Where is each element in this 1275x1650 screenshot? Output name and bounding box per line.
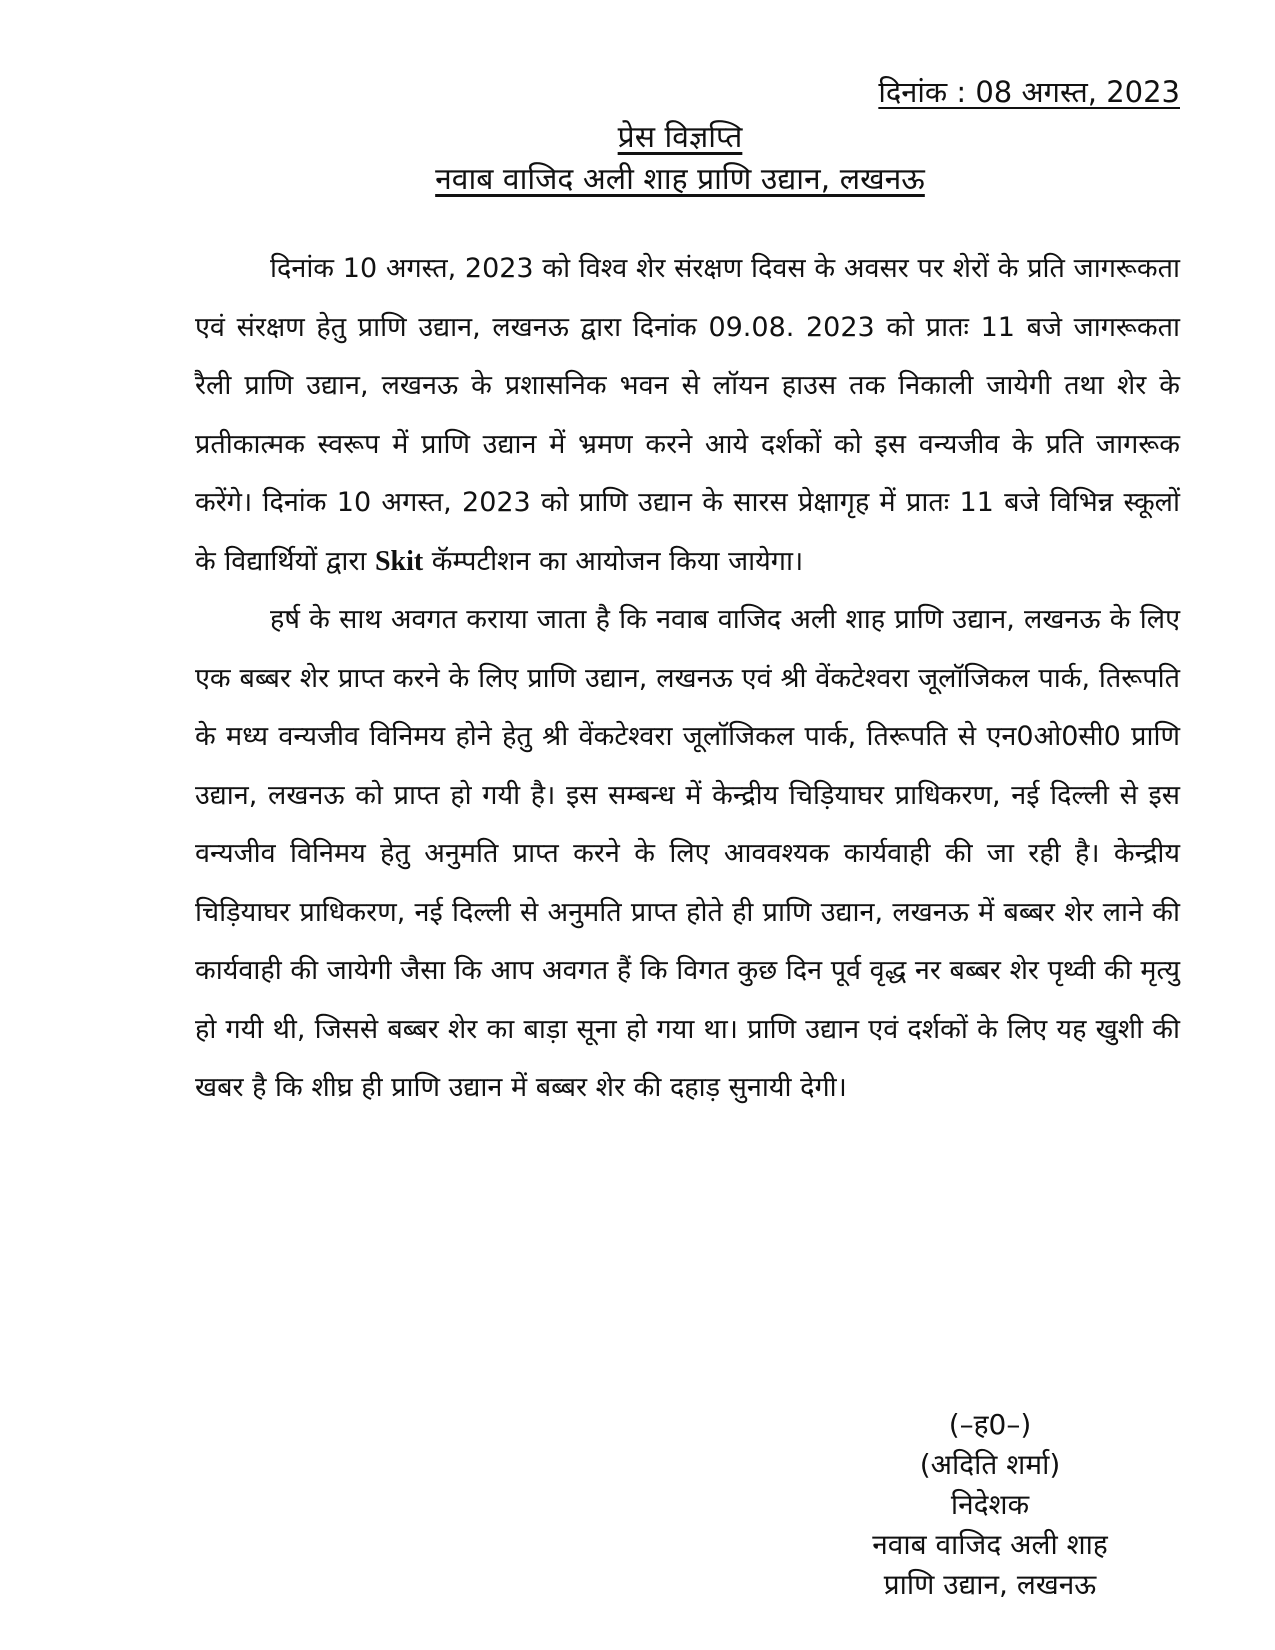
organization-line-1: नवाब वाजिद अली शाह: [872, 1528, 1108, 1561]
paragraph-1-text: दिनांक 10 अगस्त, 2023 को विश्व शेर संरक्षण दिवस के अवसर पर शेरों के प्रति जागरूकता एवं संरक्षण हेतु प्राणि उद्यान, लखनऊ द्वारा दिनांक 09.08. 2023 को प्रातः 11 बजे जागरूकता रैली प्राणि उद्यान, लखनऊ के प्रशासनिक भवन से लॉयन हाउस तक निकाली जायेगी तथा शेर के प्रतीकात्मक स्वरूप में प्राणि उद्यान में भ्रमण करने आये दर्शकों को इस वन्यजीव के प्रति जागरूक करेंगे। दिनांक 10 अगस्त, 2023 को प्राणि उद्यान के सारस प्रेक्षागृह में प्रातः 11 बजे विभिन्न स्कूलों के विद्यार्थियों द्वारा: [195, 253, 1180, 577]
signatory-designation: निदेशक: [950, 1488, 1030, 1521]
paragraph-1-end: कॅम्पटीशन का आयोजन किया जायेगा।: [423, 545, 804, 577]
skit-word: Skit: [374, 545, 424, 577]
signatory-name: (अदिति शर्मा): [919, 1448, 1061, 1481]
document-title: प्रेस विज्ञप्ति: [617, 120, 743, 155]
document-subtitle: नवाब वाजिद अली शाह प्राणि उद्यान, लखनऊ: [435, 162, 925, 197]
body-text: [195, 240, 1180, 1118]
release-date: दिनांक : 08 अगस्त, 2023: [878, 75, 1180, 109]
organization-line-2: प्राणि उद्यान, लखनऊ: [883, 1568, 1097, 1601]
paragraph-2: हर्ष के साथ अवगत कराया जाता है कि नवाब वाजिद अली शाह प्राणि उद्यान, लखनऊ के लिए एक बब्बर शेर प्राप्त करने के लिए प्राणि उद्यान, लखनऊ एवं श्री वेंकटेश्वरा जूलॉजिकल पार्क, तिरूपति के मध्य वन्यजीव विनिमय होने हेतु श्री वेंकटेश्वरा जूलॉजिकल पार्क, तिरूपति से एन0ओ0सी0 प्राणि उद्यान, लखनऊ को प्राप्त हो गयी है। इस सम्बन्ध में केन्द्रीय चिड़ियाघर प्राधिकरण, नई दिल्ली से इस वन्यजीव विनिमय हेतु अनुमति प्राप्त करने के लिए आववश्यक कार्यवाही की जा रही है। केन्द्रीय चिड़ियाघर प्राधिकरण, नई दिल्ली से अनुमति प्राप्त होते ही प्राणि उद्यान, लखनऊ में बब्बर शेर लाने की कार्यवाही की जायेगी जैसा कि आप अवगत हैं कि विगत कुछ दिन पूर्व वृद्ध नर बब्बर शेर पृथ्वी की मृत्यु हो गयी थी, जिससे बब्बर शेर का बाड़ा सूना हो गया था। प्राणि उद्यान एवं दर्शकों के लिए यह खुशी की खबर है कि शीघ्र ही प्राणि उद्यान में बब्बर शेर की दहाड़ सुनायी देगी।: [195, 604, 1180, 1103]
signature-block: [800, 1405, 1180, 1605]
signed-mark: (–ह0–): [948, 1408, 1032, 1441]
paragraph-1: [195, 240, 1180, 591]
